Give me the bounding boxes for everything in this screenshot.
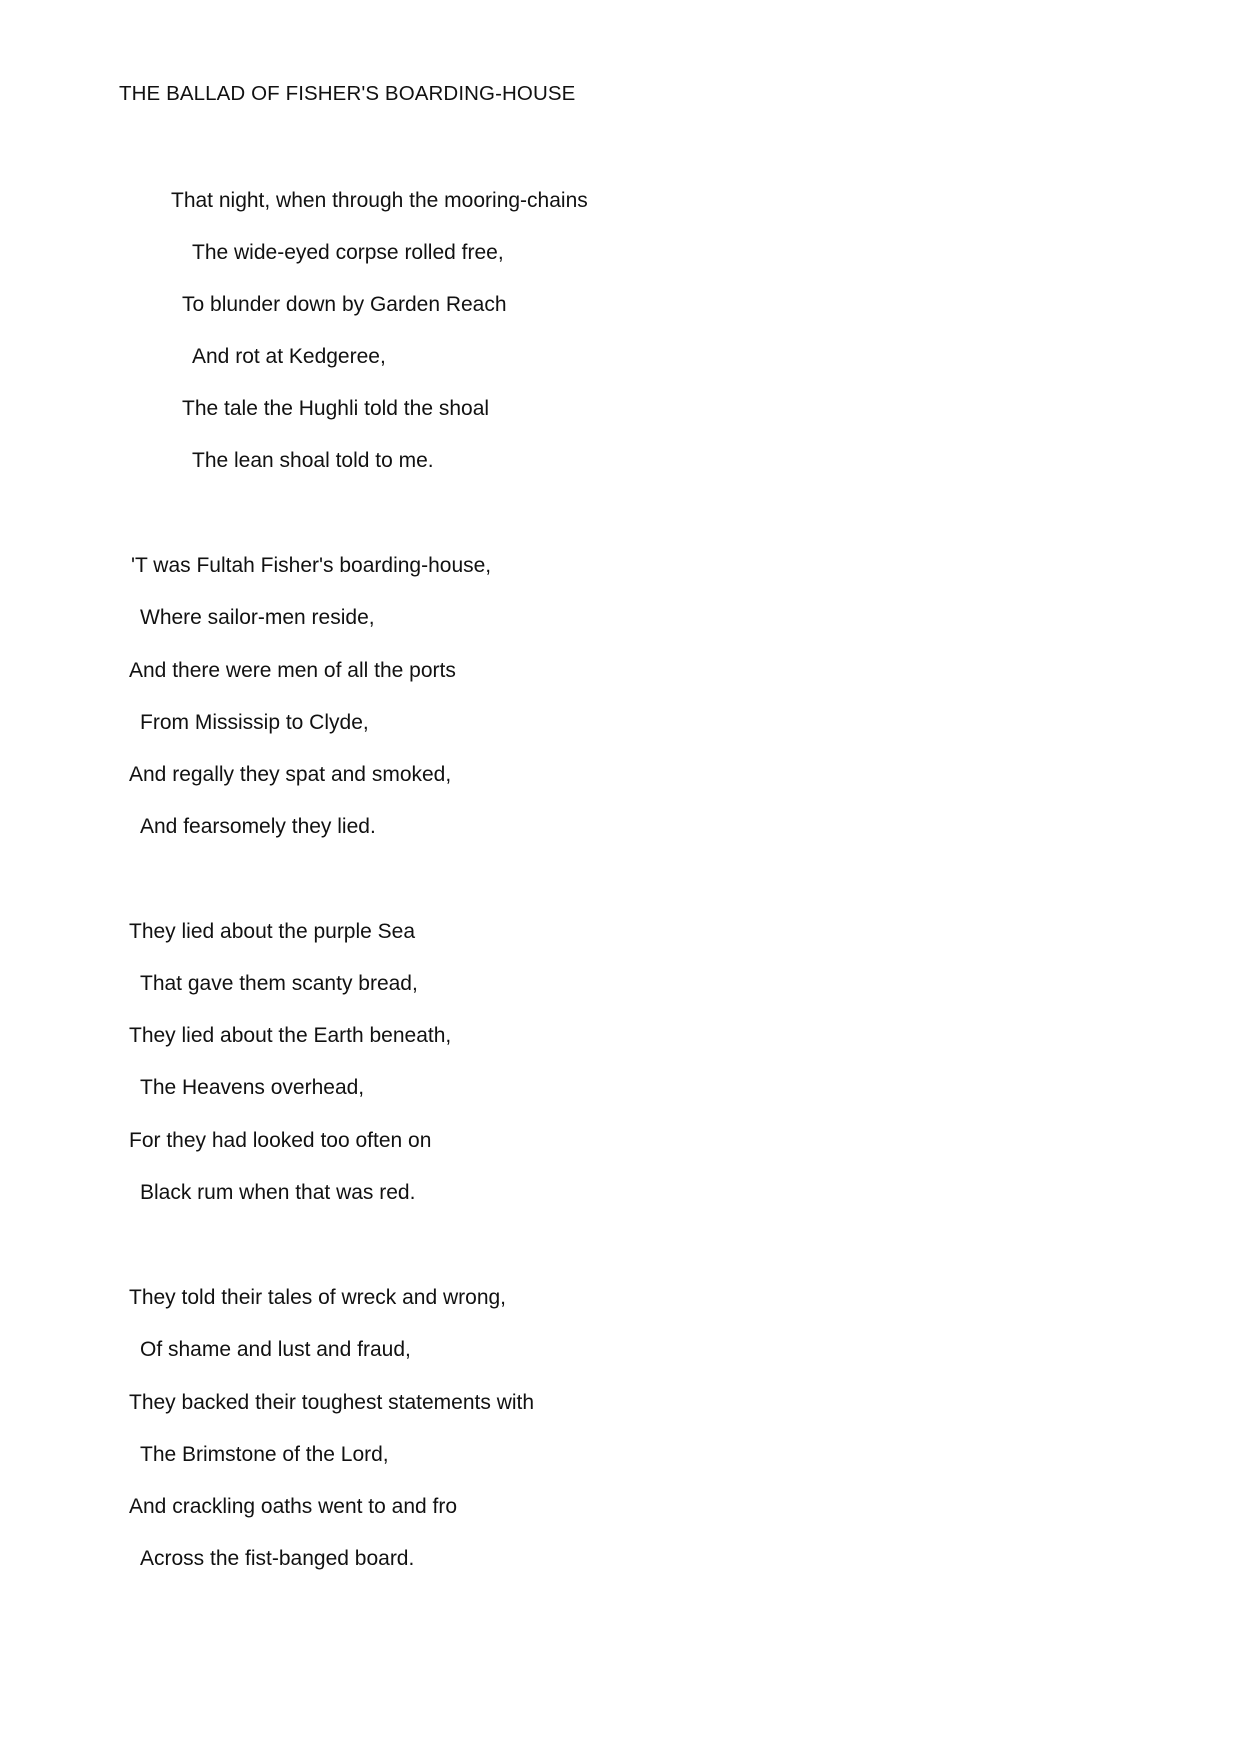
stanza-4-line-1: They told their tales of wreck and wrong, (129, 1286, 507, 1309)
poem-title: THE BALLAD OF FISHER'S BOARDING-HOUSE (119, 82, 576, 105)
stanza-1-line-4: And rot at Kedgeree, (192, 345, 386, 368)
stanza-4-line-6: Across the fist-banged board. (140, 1547, 415, 1570)
stanza-4-line-4: The Brimstone of the Lord, (140, 1443, 389, 1466)
stanza-3-line-1: They lied about the purple Sea (129, 920, 416, 943)
stanza-3-line-6: Black rum when that was red. (140, 1181, 416, 1204)
stanza-1-line-1: That night, when through the mooring-chains (171, 189, 588, 212)
stanza-4-line-3: They backed their toughest statements with (129, 1391, 535, 1414)
stanza-2-line-2: Where sailor-men reside, (140, 606, 375, 629)
stanza-1-line-6: The lean shoal told to me. (192, 449, 434, 472)
stanza-2-line-5: And regally they spat and smoked, (129, 763, 452, 786)
stanza-3-line-4: The Heavens overhead, (140, 1076, 365, 1099)
stanza-4-line-2: Of shame and lust and fraud, (140, 1338, 411, 1361)
stanza-3-line-2: That gave them scanty bread, (140, 972, 418, 995)
stanza-1-line-2: The wide-eyed corpse rolled free, (192, 241, 504, 264)
stanza-1-line-5: The tale the Hughli told the shoal (182, 397, 490, 420)
stanza-2-line-3: And there were men of all the ports (129, 659, 456, 682)
stanza-3-line-3: They lied about the Earth beneath, (129, 1024, 452, 1047)
stanza-3-line-5: For they had looked too often on (129, 1129, 432, 1152)
stanza-2-line-6: And fearsomely they lied. (140, 815, 376, 838)
stanza-1-line-3: To blunder down by Garden Reach (182, 293, 507, 316)
stanza-2-line-1: 'T was Fultah Fisher's boarding-house, (131, 554, 492, 577)
stanza-4-line-5: And crackling oaths went to and fro (129, 1495, 458, 1518)
stanza-2-line-4: From Mississip to Clyde, (140, 711, 369, 734)
